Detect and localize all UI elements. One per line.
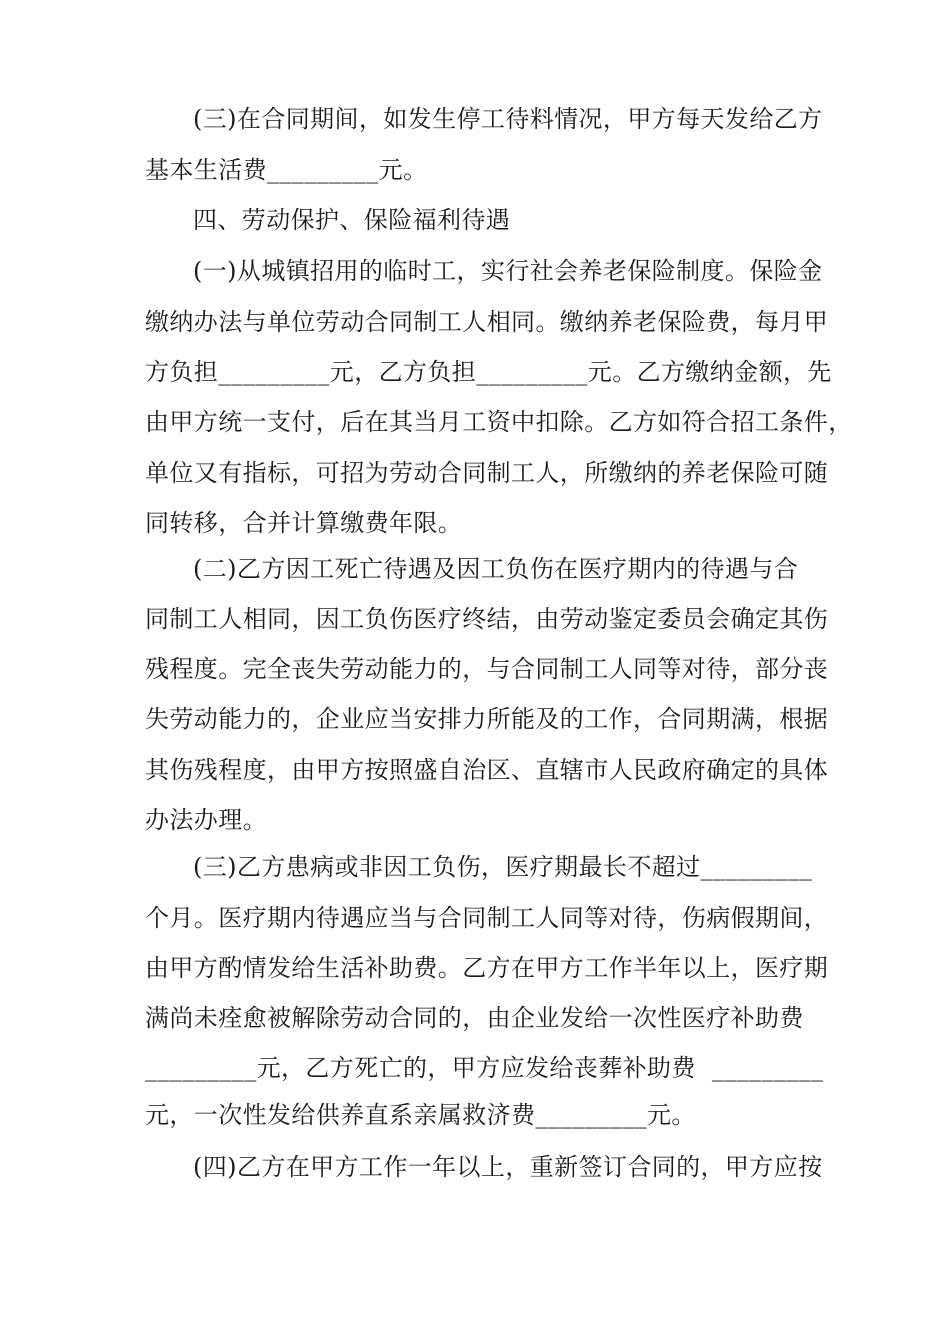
paragraph-3-line-1: (三)在合同期间，如发生停工待料情况，甲方每天发给乙方 [193, 105, 823, 133]
paragraph-4-1-line-1: (一)从城镇招用的临时工，实行社会养老保险制度。保险金 [193, 257, 823, 285]
paragraph-4-4-line-1: (四)乙方在甲方工作一年以上，重新签订合同的，甲方应按 [193, 1153, 823, 1181]
paragraph-4-1-line-4: 由甲方统一支付，后在其当月工资中扣除。乙方如符合招工条件， [145, 408, 853, 436]
paragraph-4-2-line-5: 其伤残程度，由甲方按照盛自治区、直辖市人民政府确定的具体 [145, 756, 829, 784]
paragraph-4-3-line-4: 满尚未痊愈被解除劳动合同的，由企业发给一次性医疗补助费 [145, 1004, 804, 1032]
paragraph-4-2-line-1: (二)乙方因工死亡待遇及因工负伤在医疗期内的待遇与合 [193, 555, 799, 583]
section-4-heading: 四、劳动保护、保险福利待遇 [193, 206, 511, 234]
paragraph-4-3-line-2: 个月。医疗期内待遇应当与合同制工人同等对待，伤病假期间， [145, 904, 829, 932]
paragraph-4-1-line-5: 单位又有指标，可招为劳动合同制工人，所缴纳的养老保险可随 [145, 459, 829, 487]
paragraph-4-3-line-3: 由甲方酌情发给生活补助费。乙方在甲方工作半年以上，医疗期 [145, 954, 829, 982]
paragraph-4-1-line-2: 缴纳办法与单位劳动合同制工人相同。缴纳养老保险费，每月甲 [145, 308, 829, 336]
paragraph-4-1-line-6: 同转移，合并计算缴费年限。 [145, 509, 463, 537]
paragraph-4-2-line-6: 办法办理。 [145, 806, 267, 834]
paragraph-4-3-line-6: 元，一次性发给供养直系亲属救济费_________元。 [145, 1101, 696, 1129]
paragraph-3-line-2: 基本生活费_________元。 [145, 156, 428, 184]
paragraph-4-3-line-5: _________元，乙方死亡的，甲方应发给丧葬补助费 _________ [145, 1054, 824, 1082]
paragraph-4-1-line-3: 方负担_________元，乙方负担_________元。乙方缴纳金额，先 [145, 358, 832, 386]
paragraph-4-2-line-3: 残程度。完全丧失劳动能力的，与合同制工人同等对待，部分丧 [145, 655, 829, 683]
paragraph-4-2-line-2: 同制工人相同，因工负伤医疗终结，由劳动鉴定委员会确定其伤 [145, 605, 829, 633]
paragraph-4-3-line-1: (三)乙方患病或非因工负伤，医疗期最长不超过_________ [193, 853, 813, 881]
paragraph-4-2-line-4: 失劳动能力的，企业应当安排力所能及的工作，合同期满，根据 [145, 705, 829, 733]
